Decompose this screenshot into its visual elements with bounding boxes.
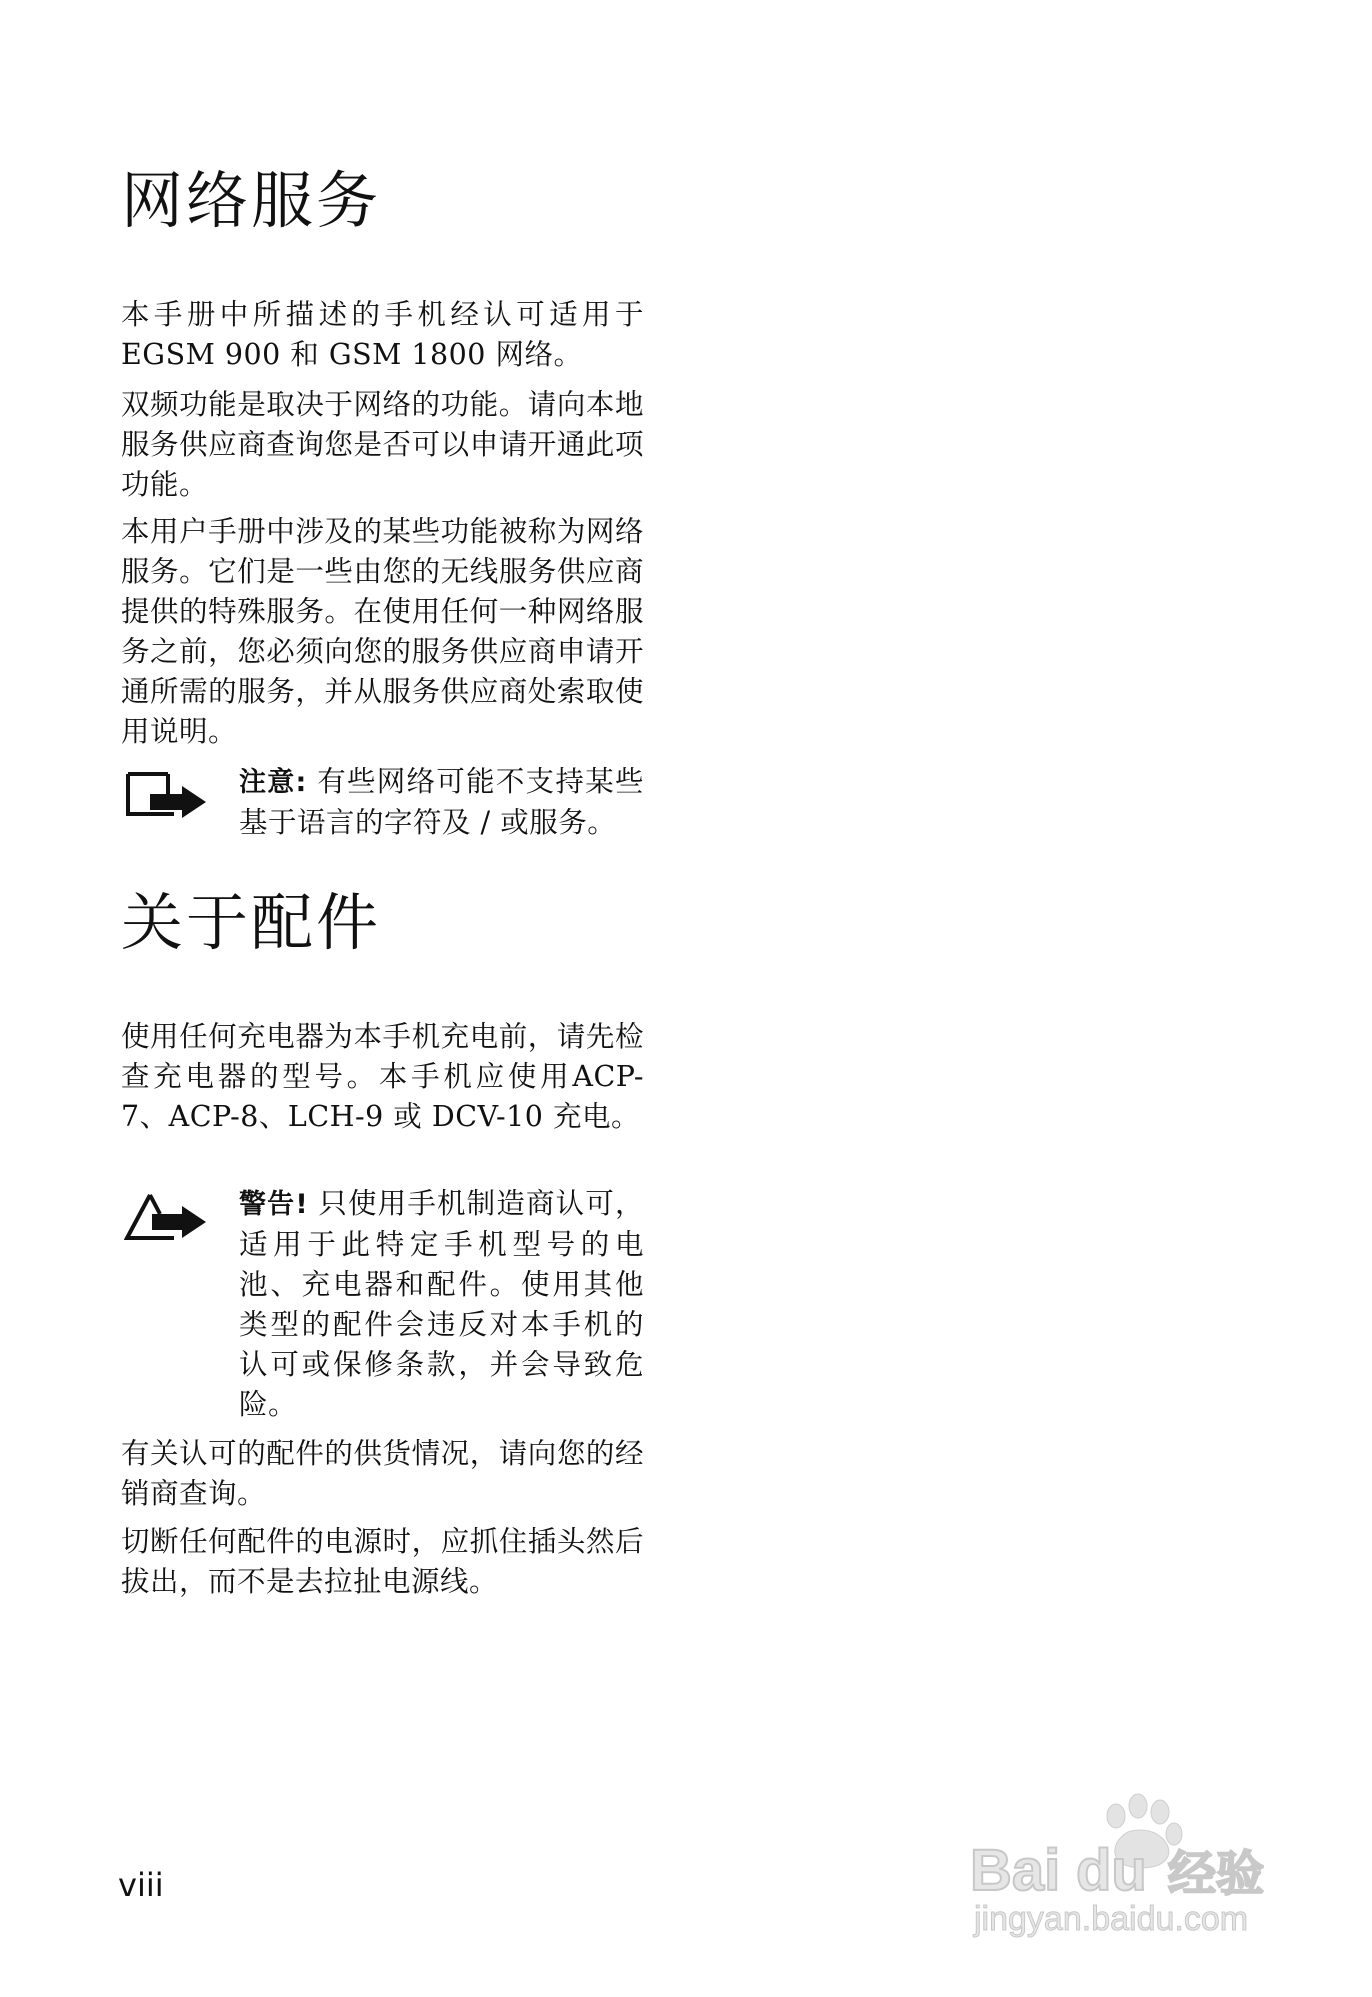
baidu-jingyan-watermark — [968, 1780, 1288, 1940]
network-paragraph-1: 本手册中所描述的手机经认可适用于EGSM 900 和 GSM 1800 网络。 — [121, 298, 644, 371]
baidu-paw-logo — [968, 1780, 1288, 1940]
note-block — [121, 762, 644, 882]
network-paragraph-2: 双频功能是取决于网络的功能。请向本地服务供应商查询您是否可以申请开通此项功能。 — [121, 388, 644, 501]
note-label: 注意: — [239, 767, 307, 798]
accessories-paragraph-1: 使用任何充电器为本手机充电前，请先检查充电器的型号。本手机应使用ACP-7、ACP-8、LCH-9 或 DCV-10 充电。 — [121, 1020, 644, 1133]
warning-block — [121, 1184, 644, 1434]
accessories-paragraph-3: 切断任何配件的电源时，应抓住插头然后拔出，而不是去拉扯电源线。 — [121, 1525, 644, 1598]
watermark-brand: Bai — [970, 1838, 1061, 1903]
note-text — [239, 762, 644, 843]
note-pen-icon — [124, 770, 208, 822]
note-body: 有些网络可能不支持某些基于语言的字符及 / 或服务。 — [239, 765, 644, 839]
section-title-accessories: 关于配件 — [121, 886, 382, 959]
section-title-network-services: 网络服务 — [121, 164, 382, 237]
page-number: viii — [118, 1866, 164, 1904]
accessories-paragraph-2: 有关认可的配件的供货情况，请向您的经销商查询。 — [121, 1437, 644, 1510]
warning-label: 警告! — [239, 1189, 309, 1220]
warning-text — [239, 1184, 644, 1425]
watermark-suffix: 经验 — [1168, 1846, 1265, 1902]
warning-triangle-icon — [124, 1192, 208, 1244]
warning-body: 只使用手机制造商认可，适用于此特定手机型号的电池、充电器和配件。使用其他类型的配件会违反对本手机的认可或保修条款，并会导致危险。 — [239, 1187, 644, 1421]
watermark-brand2: du — [1076, 1838, 1147, 1903]
network-paragraph-3: 本用户手册中涉及的某些功能被称为网络服务。它们是一些由您的无线服务供应商提供的特殊服务。在使用任何一种网络服务之前，您必须向您的服务供应商申请开通所需的服务，并从服务供应商处索取使用说明。 — [121, 515, 644, 748]
watermark-url: jingyan.baidu.com — [974, 1900, 1249, 1938]
